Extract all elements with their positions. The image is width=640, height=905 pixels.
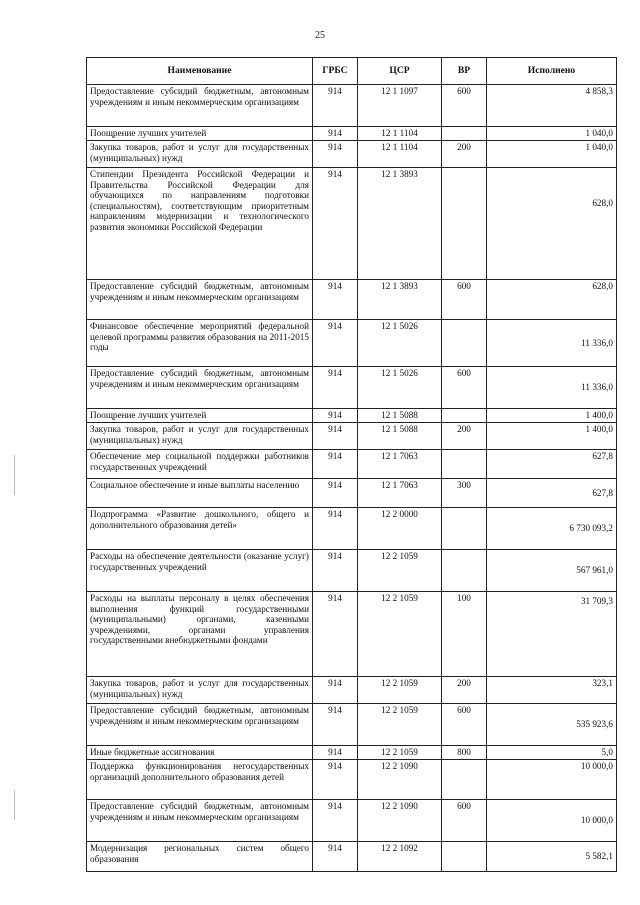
row-amount: 10 000,0 [487,760,617,800]
row-grbs: 914 [313,550,358,592]
table-row [87,450,617,479]
row-amount: 627,8 [487,479,617,508]
table-row [87,592,617,677]
header-csr: ЦСР [358,58,442,85]
row-amount: 1 040,0 [487,141,617,168]
row-csr: 12 2 1090 [358,760,442,800]
row-grbs: 914 [313,367,358,409]
row-grbs: 914 [313,320,358,367]
page-bottom-margin [0,880,640,905]
table-row [87,320,617,367]
row-name: Подпрограмма «Развитие дошкольного, общего и дополнительного образования детей» [87,508,313,550]
row-csr: 12 1 3893 [358,280,442,320]
table-row [87,677,617,704]
row-vr: 200 [442,423,487,450]
row-amount: 5,0 [487,746,617,760]
row-csr: 12 1 7063 [358,479,442,508]
row-amount: 6 730 093,2 [487,508,617,550]
row-name: Иные бюджетные ассигнования [87,746,313,760]
budget-table [86,57,617,872]
row-grbs: 914 [313,592,358,677]
header-name: Наименование [87,58,313,85]
row-grbs: 914 [313,127,358,141]
table-header-row [87,58,617,85]
row-name: Закупка товаров, работ и услуг для государственных (муниципальных) нужд [87,423,313,450]
row-vr: 600 [442,704,487,746]
row-grbs: 914 [313,85,358,127]
row-amount: 11 336,0 [487,367,617,409]
row-vr [442,320,487,367]
row-name: Финансовое обеспечение мероприятий федеральной целевой программы развития образования на 2011-2015 годы [87,320,313,367]
row-name: Обеспечение мер социальной поддержки работников государственных учреждений [87,450,313,479]
table-row [87,746,617,760]
row-amount: 1 400,0 [487,423,617,450]
table-row [87,800,617,842]
table-row [87,127,617,141]
row-amount: 4 858,3 [487,85,617,127]
row-grbs: 914 [313,423,358,450]
table-row [87,168,617,280]
page-number: 25 [315,30,325,41]
row-grbs: 914 [313,168,358,280]
row-grbs: 914 [313,677,358,704]
row-vr [442,508,487,550]
row-name: Расходы на выплаты персоналу в целях обеспечения выполнения функций государственными (муниципальными) органами, казенными учреждениями, органами управления государственными внебюджетными фондами [87,592,313,677]
row-vr [442,409,487,423]
header-amount: Исполнено [487,58,617,85]
row-grbs: 914 [313,746,358,760]
row-amount: 628,0 [487,168,617,280]
row-grbs: 914 [313,479,358,508]
row-vr: 100 [442,592,487,677]
header-vr: ВР [442,58,487,85]
row-name: Расходы на обеспечение деятельности (оказание услуг) государственных учреждений [87,550,313,592]
row-vr: 200 [442,677,487,704]
row-csr: 12 1 5088 [358,423,442,450]
row-grbs: 914 [313,760,358,800]
row-csr: 12 2 0000 [358,508,442,550]
table-row [87,550,617,592]
row-grbs: 914 [313,409,358,423]
row-vr: 200 [442,141,487,168]
header-grbs: ГРБС [313,58,358,85]
row-name: Закупка товаров, работ и услуг для государственных (муниципальных) нужд [87,141,313,168]
row-vr [442,127,487,141]
table-row [87,760,617,800]
row-vr: 600 [442,367,487,409]
row-csr: 12 2 1059 [358,704,442,746]
row-name: Предоставление субсидий бюджетным, автономным учреждениям и иным некоммерческим организациям [87,367,313,409]
table-row [87,367,617,409]
row-name: Предоставление субсидий бюджетным, автономным учреждениям и иным некоммерческим организациям [87,85,313,127]
row-csr: 12 2 1092 [358,842,442,872]
row-vr [442,760,487,800]
row-amount: 535 923,6 [487,704,617,746]
row-vr [442,550,487,592]
row-csr: 12 1 3893 [358,168,442,280]
table-row [87,141,617,168]
row-csr: 12 1 5026 [358,367,442,409]
row-grbs: 914 [313,704,358,746]
row-amount: 5 582,1 [487,842,617,872]
table-row [87,409,617,423]
row-amount: 10 000,0 [487,800,617,842]
row-grbs: 914 [313,508,358,550]
row-vr: 600 [442,85,487,127]
row-vr [442,168,487,280]
row-vr [442,842,487,872]
row-csr: 12 1 5088 [358,409,442,423]
table-row [87,508,617,550]
row-csr: 12 2 1059 [358,746,442,760]
row-grbs: 914 [313,450,358,479]
row-grbs: 914 [313,842,358,872]
scan-edge-mark [14,455,15,495]
row-name: Социальное обеспечение и иные выплаты населению [87,479,313,508]
row-name: Поощрение лучших учителей [87,127,313,141]
row-amount: 567 961,0 [487,550,617,592]
row-csr: 12 2 1059 [358,592,442,677]
row-grbs: 914 [313,141,358,168]
row-name: Предоставление субсидий бюджетным, автономным учреждениям и иным некоммерческим организациям [87,704,313,746]
row-csr: 12 1 1104 [358,127,442,141]
row-csr: 12 2 1059 [358,677,442,704]
row-csr: 12 1 5026 [358,320,442,367]
row-name: Поддержка функционирования негосударственных организаций дополнительного образования детей [87,760,313,800]
row-vr [442,450,487,479]
row-vr: 600 [442,800,487,842]
row-name: Закупка товаров, работ и услуг для государственных (муниципальных) нужд [87,677,313,704]
row-name: Предоставление субсидий бюджетным, автономным учреждениям и иным некоммерческим организациям [87,800,313,842]
row-name: Стипендии Президента Российской Федерации и Правительства Российской Федерации для обучающихся по направлениям подготовки (специальностям), соответствующим приоритетным направлениям модернизации и технологического развития экономики Российской Федерации [87,168,313,280]
row-grbs: 914 [313,280,358,320]
table-row [87,85,617,127]
row-csr: 12 1 1104 [358,141,442,168]
row-amount: 628,0 [487,280,617,320]
table-row [87,423,617,450]
row-amount: 627,8 [487,450,617,479]
table-row [87,704,617,746]
row-vr: 300 [442,479,487,508]
row-csr: 12 1 1097 [358,85,442,127]
row-grbs: 914 [313,800,358,842]
row-amount: 31 709,3 [487,592,617,677]
row-csr: 12 1 7063 [358,450,442,479]
row-amount: 1 400,0 [487,409,617,423]
row-amount: 1 040,0 [487,127,617,141]
table-row [87,280,617,320]
row-csr: 12 2 1090 [358,800,442,842]
row-amount: 11 336,0 [487,320,617,367]
table-row [87,842,617,872]
table-row [87,479,617,508]
row-vr: 800 [442,746,487,760]
row-csr: 12 2 1059 [358,550,442,592]
row-name: Поощрение лучших учителей [87,409,313,423]
row-name: Предоставление субсидий бюджетным, автономным учреждениям и иным некоммерческим организациям [87,280,313,320]
row-name: Модернизация региональных систем общего образования [87,842,313,872]
row-amount: 323,1 [487,677,617,704]
scan-edge-mark [14,790,15,820]
row-vr: 600 [442,280,487,320]
